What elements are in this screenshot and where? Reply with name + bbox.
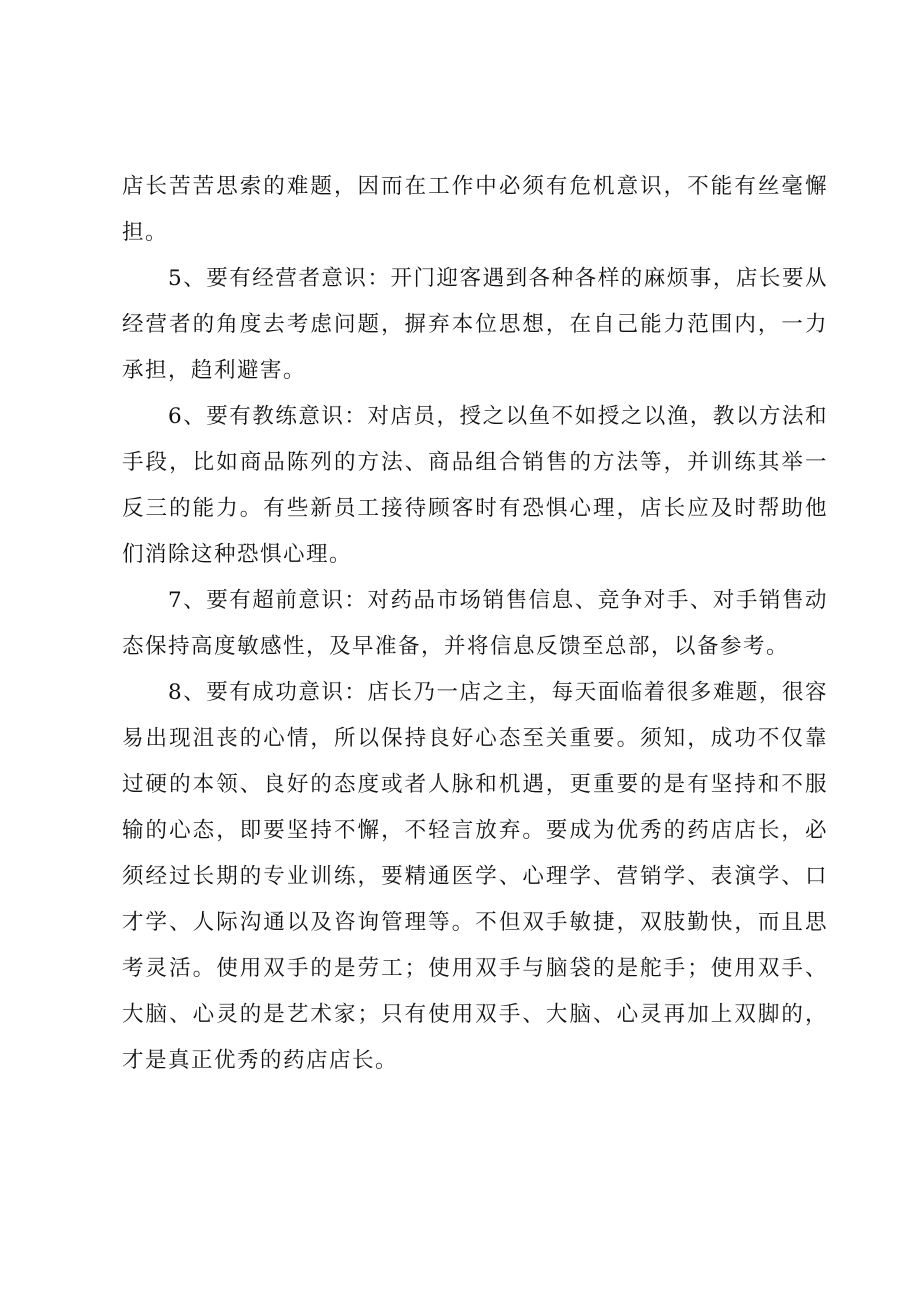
paragraph-continuation: 店长苦苦思索的难题，因而在工作中必须有危机意识，不能有丝毫懈担。: [122, 174, 828, 245]
paragraph-item-6: 6、要有教练意识：对店员，授之以鱼不如授之以渔，教以方法和手段，比如商品陈列的方法、商品组合销售的方法等，并训练其举一反三的能力。有些新员工接待顾客时有恐惧心理，店长应及时帮助他们消除这种恐惧心理。: [122, 404, 828, 567]
paragraph-item-5: 5、要有经营者意识：开门迎客遇到各种各样的麻烦事，店长要从经营者的角度去考虑问题，摒弃本位思想，在自己能力范围内，一力承担，趋利避害。: [122, 266, 828, 383]
document-body: [122, 164, 828, 1084]
paragraph-item-7: 7、要有超前意识：对药品市场销售信息、竞争对手、对手销售动态保持高度敏感性，及早准备，并将信息反馈至总部，以备参考。: [122, 588, 828, 659]
paragraph-item-8: 8、要有成功意识：店长乃一店之主，每天面临着很多难题，很容易出现沮丧的心情，所以保持良好心态至关重要。须知，成功不仅靠过硬的本领、良好的态度或者人脉和机遇，更重要的是有坚持和不服输的心态，即要坚持不懈，不轻言放弃。要成为优秀的药店店长，必须经过长期的专业训练，要精通医学、心理学、营销学、表演学、口才学、人际沟通以及咨询管理等。不但双手敏捷，双肢勤快，而且思考灵活。使用双手的是劳工；使用双手与脑袋的是舵手；使用双手、大脑、心灵的是艺术家；只有使用双手、大脑、心灵再加上双脚的，才是真正优秀的药店店长。: [122, 680, 828, 1073]
